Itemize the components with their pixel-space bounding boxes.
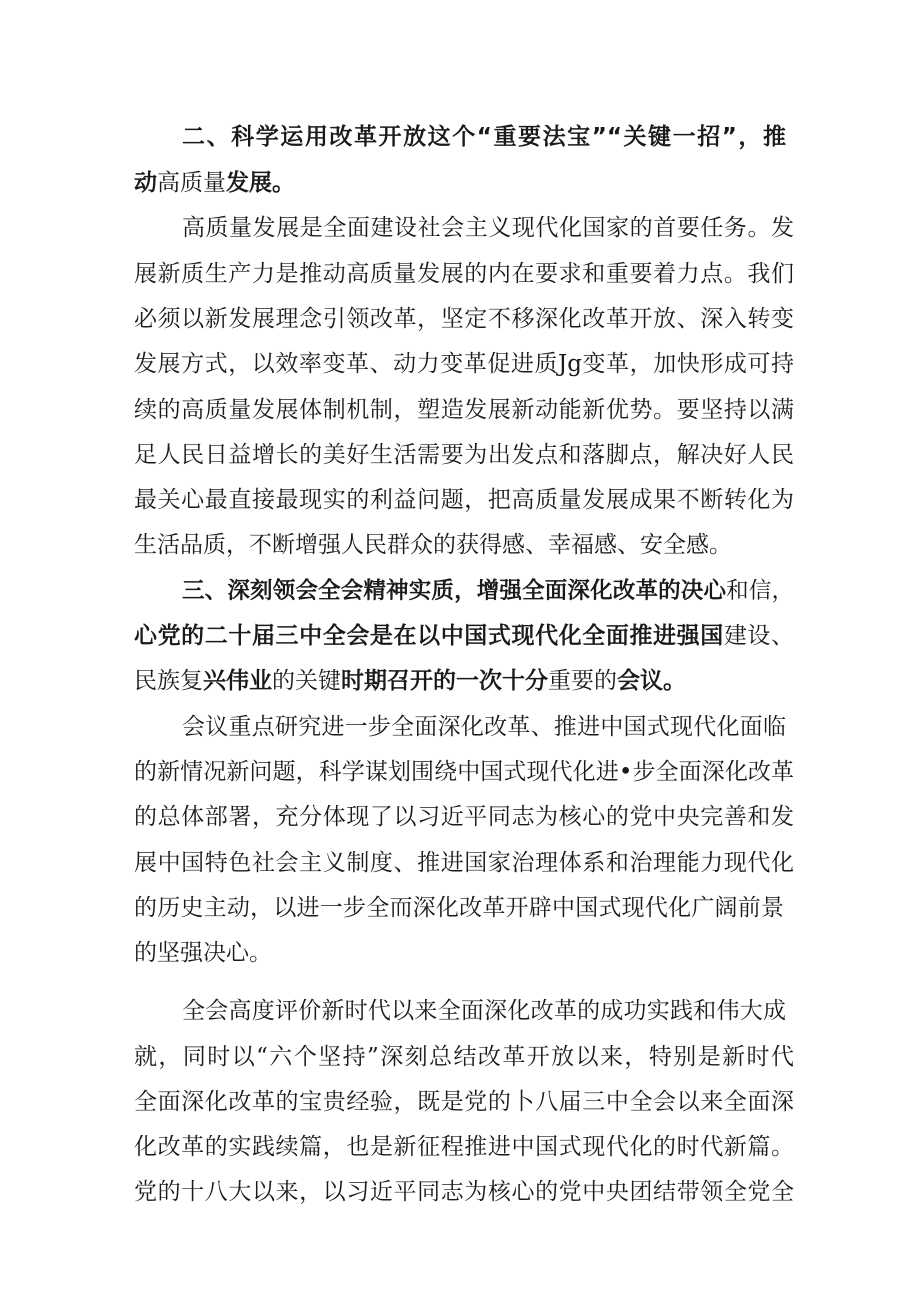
text-run: 时期召开的一次十分 bbox=[341, 668, 548, 694]
paragraph-2-line-5 bbox=[134, 889, 784, 927]
text-run: 党的十八大以来，以习近平同志为核心的党中央团结带领全党全 bbox=[134, 1179, 794, 1205]
text-run: 会议。 bbox=[617, 668, 686, 694]
paragraph-2-line-6 bbox=[134, 934, 794, 972]
text-run: 展新质生产力是推动高质量发展的内在要求和重要着力点。我们 bbox=[134, 261, 794, 287]
paragraph-3-line-4 bbox=[134, 1128, 794, 1166]
text-run: 最关心最直接最现实的利益问题，把高质量发展成果不断转化为 bbox=[134, 487, 794, 513]
text-run: 发展。 bbox=[226, 170, 295, 196]
text-run: 动 bbox=[134, 170, 157, 196]
paragraph-2-line-4 bbox=[134, 844, 794, 882]
text-run: 和信， bbox=[726, 578, 794, 604]
text-run: 的新情况新问题，科学谋划围绕中国式现代化进•步全面深化改革 bbox=[134, 759, 794, 785]
heading-2-line-2 bbox=[134, 164, 794, 202]
text-run: 民族复 bbox=[134, 668, 203, 694]
text-run: 高质量 bbox=[157, 170, 226, 196]
text-run: 足人民日益增长的美好生活需要为出发点和落脚点，解决好人民 bbox=[134, 442, 794, 468]
text-run: 心党的二十届三中全会是在以中国式现代化全面推进强国 bbox=[134, 623, 724, 649]
paragraph-1-line-3 bbox=[134, 300, 794, 338]
paragraph-1-line-7 bbox=[134, 481, 794, 519]
text-run: 三、深刻领会全会精神实质，增强全面深化改革的决心 bbox=[182, 578, 727, 604]
text-run: 重要的 bbox=[548, 668, 617, 694]
heading-3-line-3 bbox=[134, 662, 794, 700]
text-run: 展中国特色社会主义制度、推进国家治理体系和治理能力现代化 bbox=[134, 850, 794, 876]
paragraph-1-line-1 bbox=[182, 209, 794, 247]
paragraph-3-line-5 bbox=[134, 1173, 794, 1211]
paragraph-3-line-2 bbox=[134, 1038, 794, 1076]
paragraph-2-line-3 bbox=[134, 798, 794, 836]
text-run: 全会高度评价新时代以来全面深化改革的成功实践和伟大成 bbox=[182, 998, 786, 1024]
text-run: 的关键 bbox=[272, 668, 341, 694]
text-run: 续的高质量发展体制机制，塑造发展新动能新优势。要坚持以满 bbox=[134, 397, 794, 423]
text-run: 的坚强决心。 bbox=[134, 940, 272, 966]
text-run: 就，同时以“六个坚持”深刻总结改革开放以来，特别是新时代 bbox=[134, 1044, 794, 1070]
text-run: 发展方式，以效率变革、动力变革促进质Jg变革，加快形成可持 bbox=[134, 351, 794, 377]
heading-3-line-1 bbox=[182, 572, 794, 610]
paragraph-1-line-2 bbox=[134, 255, 794, 293]
text-run: 二、科学运用改革开放这个“重要法宝”“关键一招”，推 bbox=[182, 124, 786, 150]
heading-3-line-2 bbox=[134, 617, 794, 655]
paragraph-1-line-8 bbox=[134, 526, 794, 564]
text-run: 生活品质，不断增强人民群众的获得感、幸福感、安全感。 bbox=[134, 532, 732, 558]
text-run: 化改革的实践续篇，也是新征程推进中国式现代化的时代新篇。 bbox=[134, 1134, 794, 1160]
text-run: 必须以新发展理念引领改革，坚定不移深化改革开放、深入转变 bbox=[134, 306, 794, 332]
paragraph-1-line-4 bbox=[134, 345, 794, 383]
paragraph-3-line-1 bbox=[182, 992, 786, 1030]
text-run: 建设、 bbox=[723, 623, 795, 649]
text-run: 会议重点研究进一步全面深化改革、推进中国式现代化面临 bbox=[182, 714, 786, 740]
paragraph-2-line-2 bbox=[134, 753, 794, 791]
text-run: 全面深化改革的宝贵经验，既是党的卜八届三中全会以来全面深 bbox=[134, 1089, 794, 1115]
text-run: 的总体部署，充分体现了以习近平同志为核心的党中央完善和发 bbox=[134, 804, 794, 830]
paragraph-3-line-3 bbox=[134, 1083, 794, 1121]
text-run: 的历史主动，以进一步全而深化改革开辟中国式现代化广阔前景 bbox=[134, 895, 784, 921]
paragraph-2-line-1 bbox=[182, 708, 786, 746]
paragraph-1-line-5 bbox=[134, 391, 794, 429]
text-run: 高质量发展是全面建设社会主义现代化国家的首要任务。发 bbox=[182, 215, 794, 241]
heading-2-line-1 bbox=[182, 118, 786, 156]
paragraph-1-line-6 bbox=[134, 436, 794, 474]
text-run: 兴伟业 bbox=[203, 668, 272, 694]
